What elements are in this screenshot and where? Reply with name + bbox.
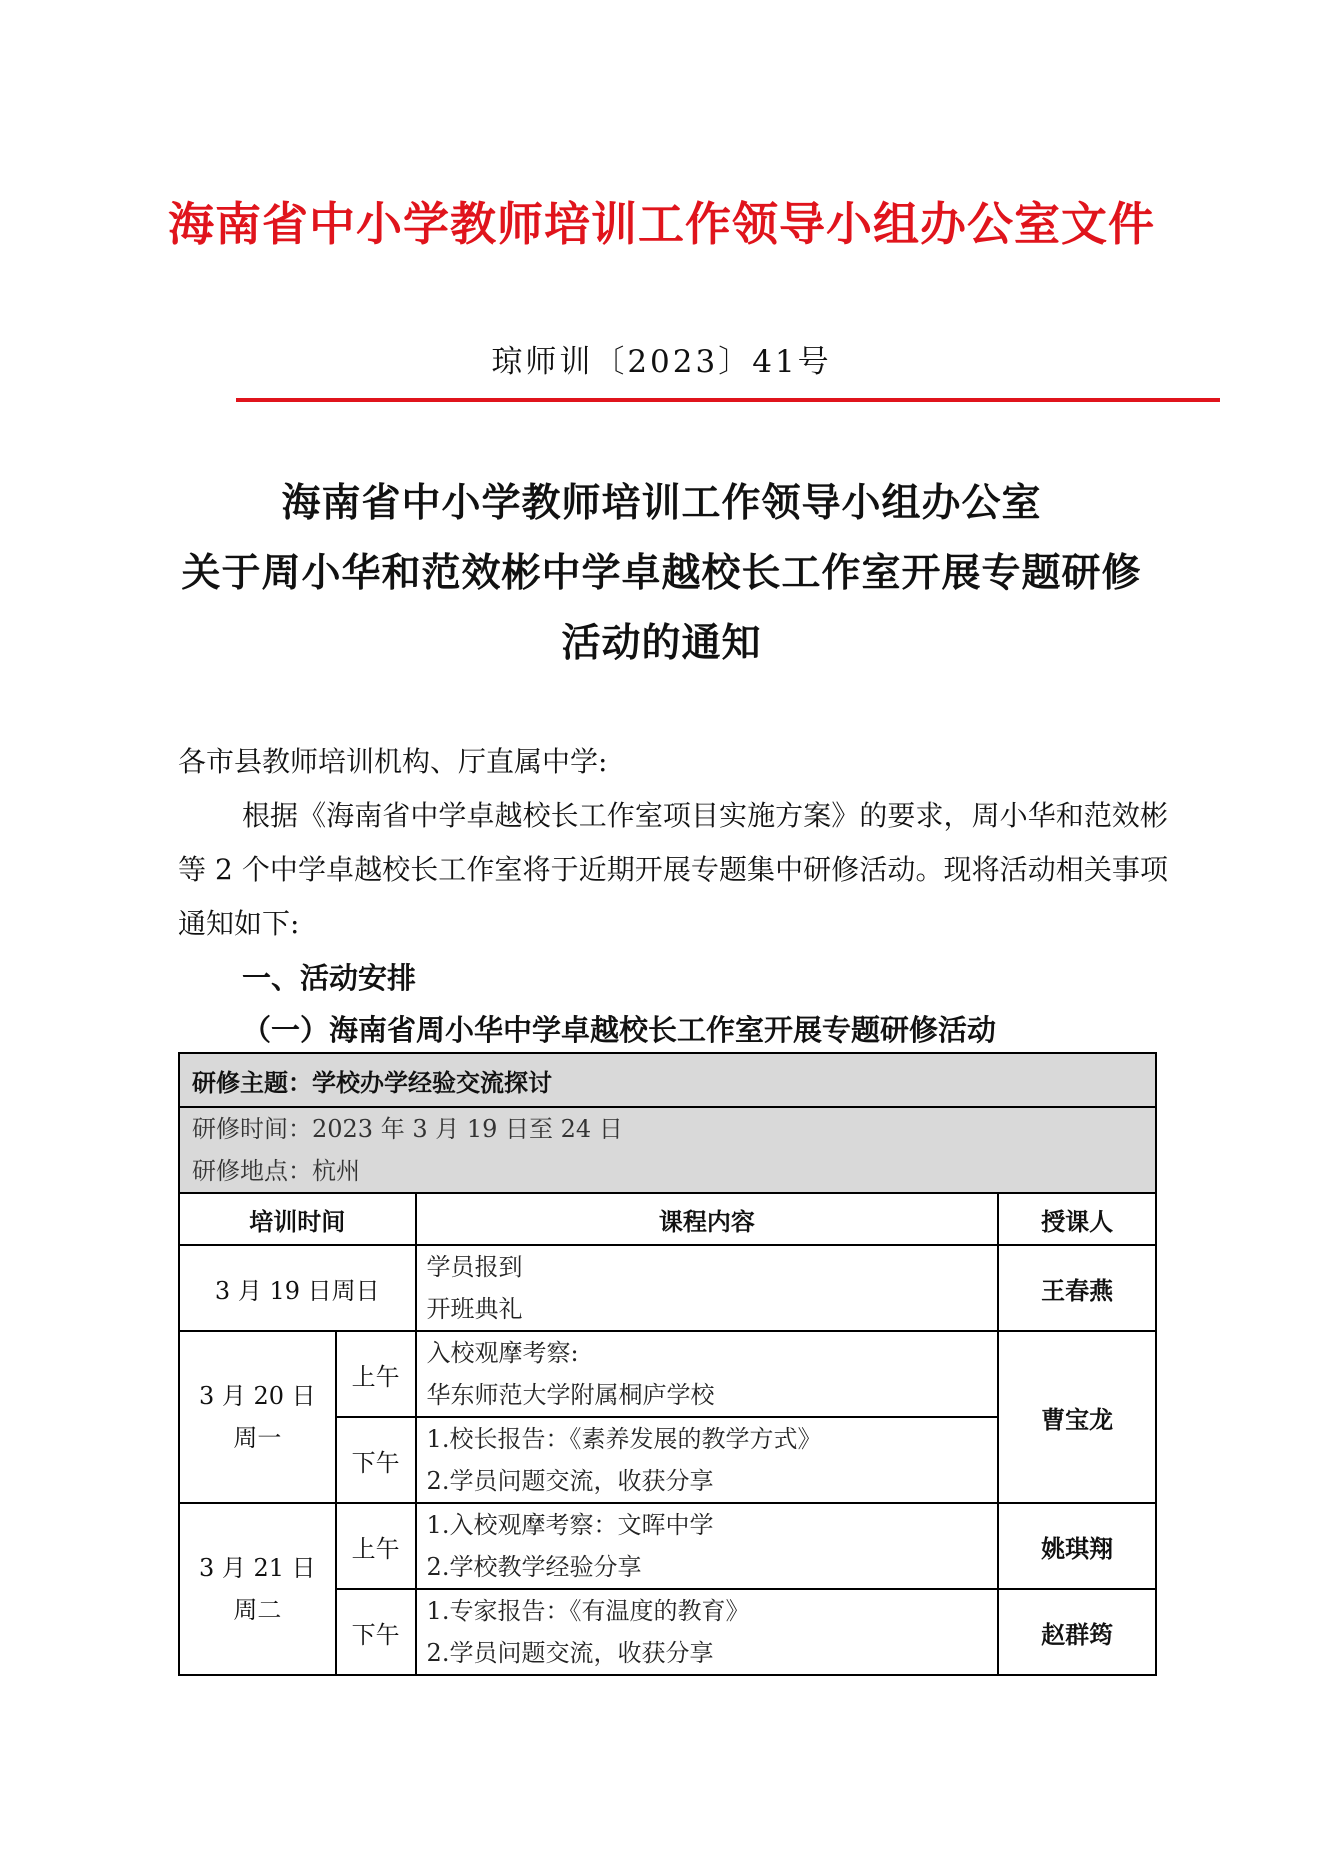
period-cell: 上午	[336, 1331, 416, 1417]
period-cell: 上午	[336, 1503, 416, 1589]
date-text: 3 月 21 日	[198, 1554, 316, 1582]
subsection-heading: （一）海南省周小华中学卓越校长工作室开展专题研修活动	[242, 1013, 997, 1047]
table-row	[179, 1245, 1156, 1331]
content-line: 学员报到	[426, 1253, 523, 1281]
schedule-table	[178, 1052, 1157, 1676]
title-line-1: 海南省中小学教师培训工作领导小组办公室	[281, 480, 1042, 526]
weekday-text: 周二	[233, 1596, 282, 1624]
content-line: 入校观摩考察:	[426, 1339, 579, 1367]
content-cell	[416, 1245, 999, 1331]
content-line: 1.专家报告：《有温度的教育》	[426, 1597, 750, 1625]
content-line: 2.学员问题交流，收获分享	[426, 1467, 714, 1495]
content-line: 2.学员问题交流，收获分享	[426, 1639, 714, 1667]
date-cell	[179, 1503, 336, 1675]
period-cell: 下午	[336, 1417, 416, 1503]
content-cell	[416, 1331, 999, 1417]
content-line: 2.学校教学经验分享	[426, 1553, 642, 1581]
research-theme: 研修主题：学校办学经验交流探讨	[179, 1053, 1156, 1107]
body-paragraph: 根据《海南省中学卓越校长工作室项目实施方案》的要求，周小华和范效彬等 2 个中学卓越校长工作室将于近期开展专题集中研修活动。现将活动相关事项通知如下:	[178, 799, 1168, 940]
table-row	[179, 1503, 1156, 1589]
teacher-cell: 姚琪翔	[998, 1503, 1156, 1589]
document-number: 琼师训〔2023〕41号	[491, 344, 832, 380]
table-header	[179, 1193, 1156, 1245]
content-line: 1.入校观摩考察：文晖中学	[426, 1511, 714, 1539]
content-line: 华东师范大学附属桐庐学校	[426, 1381, 715, 1409]
date-cell	[179, 1331, 336, 1503]
header-teacher: 授课人	[998, 1193, 1156, 1245]
letterhead: 海南省中小学教师培训工作领导小组办公室文件	[168, 197, 1155, 251]
weekday-text: 周一	[233, 1424, 282, 1452]
header-time: 培训时间	[179, 1193, 416, 1245]
table-row	[179, 1331, 1156, 1417]
header-content: 课程内容	[416, 1193, 999, 1245]
red-divider	[236, 398, 1220, 402]
notice-title	[150, 468, 1173, 678]
title-line-2: 关于周小华和范效彬中学卓越校长工作室开展专题研修	[181, 550, 1142, 596]
teacher-cell: 王春燕	[998, 1245, 1156, 1331]
date-text: 3 月 20 日	[198, 1382, 316, 1410]
content-cell	[416, 1589, 999, 1675]
date-cell: 3 月 19 日周日	[179, 1245, 416, 1331]
teacher-cell: 赵群筠	[998, 1589, 1156, 1675]
meta-row	[179, 1107, 1156, 1193]
content-cell	[416, 1417, 999, 1503]
title-line-3: 活动的通知	[561, 620, 762, 666]
research-meta	[179, 1107, 1156, 1193]
research-place: 研修地点：杭州	[192, 1157, 360, 1185]
theme-row	[179, 1053, 1156, 1107]
content-line: 1.校长报告：《素养发展的教学方式》	[426, 1425, 822, 1453]
content-cell	[416, 1503, 999, 1589]
teacher-cell: 曹宝龙	[998, 1331, 1156, 1503]
research-time: 研修时间：2023 年 3 月 19 日至 24 日	[192, 1115, 623, 1143]
content-line: 开班典礼	[426, 1295, 523, 1323]
period-cell: 下午	[336, 1589, 416, 1675]
salutation: 各市县教师培训机构、厅直属中学:	[178, 745, 608, 778]
section-heading: 一、活动安排	[242, 961, 417, 995]
